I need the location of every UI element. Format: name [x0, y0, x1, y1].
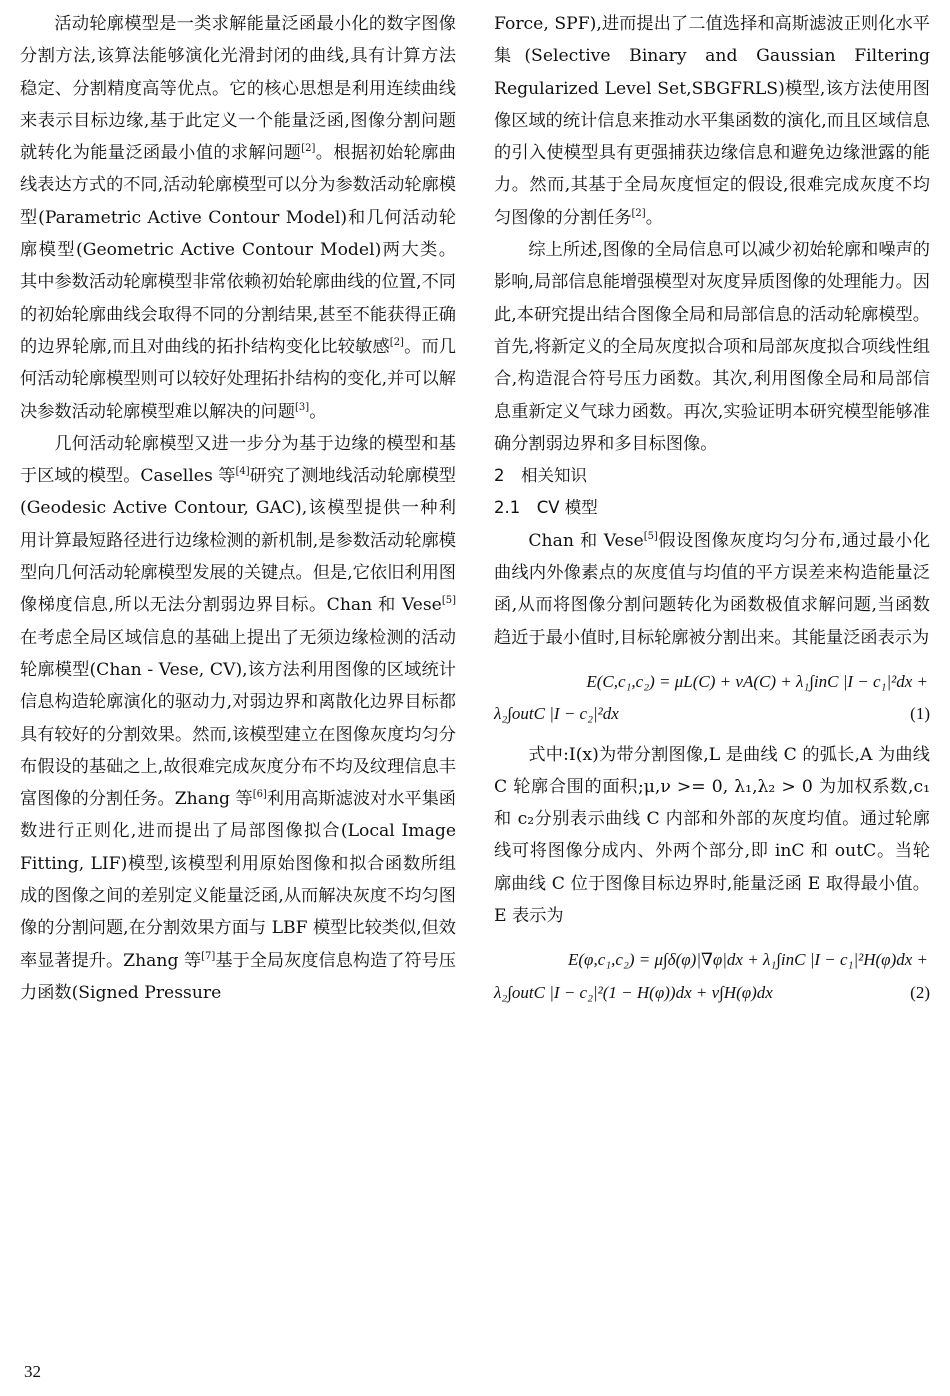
text-run: 活动轮廓模型是一类求解能量泛函最小化的数字图像分割方法,该算法能够演化光滑封闭的曲线,具有计算方法稳定、分割精度高等优点。它的核心思想是利用连续曲线来表示目标边缘,基于此定义一个能量泛函,图像分割问题就转化为能量泛函最小值的求解问题 — [20, 14, 456, 164]
paragraph-equation-explanation: 式中:I(x)为带分割图像,L 是曲线 C 的弧长,A 为曲线 C 轮廓合围的面积;μ,ν >= 0, λ₁,λ₂ > 0 为加权系数,c₁和 c₂分别表示曲线 C 内部和外部的灰度均值。通过轮廓线可将图像分成内、外两个部分,即 inC 和 outC。当轮廓曲线 C 位于图像目标边界时,能量泛函 E 取得最小值。E 表示为 — [494, 744, 930, 927]
equation-text: E(φ,c₁,c₂) = μ∫δ(φ)|∇φ|dx + λ₁∫inC |I − c₁|²H(φ)dx + — [568, 950, 928, 970]
citation-ref: [2] — [631, 207, 646, 219]
equation-number: (1) — [910, 704, 930, 724]
text-run: 。根据初始轮廓曲线表达方式的不同,活动轮廓模型可以分为参数活动轮廓模型(Parametric Active Contour Model)和几何活动轮廓模型(Geometric Active Contour Model)两大类。其中参数活动轮廓模型非常依赖初始轮廓曲线的位置,不同的初始轮廓曲线会取得不同的分割结果,甚至不能获得正确的边界轮廓,而且对曲线的拓扑结构变化比较敏感 — [20, 143, 456, 357]
text-run: Chan 和 Vese — [528, 530, 644, 551]
equation-text: λ₂∫outC |I − c₂|²(1 − H(φ))dx + ν∫H(φ)dx — [494, 982, 773, 1002]
citation-ref: [5] — [441, 595, 456, 607]
equation-1 — [494, 654, 930, 739]
citation-ref: [2] — [389, 336, 404, 348]
paragraph-sbgfrls — [494, 8, 930, 234]
section-heading: 2 相关知识 — [494, 466, 587, 486]
equation-number: (2) — [910, 982, 930, 1002]
text-run: Force, SPF),进而提出了二值选择和高斯滤波正则化水平集(Selective Binary and Gaussian Filtering Regularized Level Set,SBGFRLS)模型,该方法使用图像区域的统计信息来推动水平集函数的演化,而且区域信息的引入使模型具有更强捕获边缘信息和避免边缘泄露的能力。然而,其基于全局灰度恒定的假设,很难完成灰度不均匀图像的分割任务 — [494, 14, 930, 228]
equation-1-line-2 — [494, 698, 930, 730]
text-run: 。而几何活动轮廓模型则可以较好处理拓扑结构的变化,并可以解决参数活动轮廓模型难以解决的问题 — [20, 336, 456, 422]
paragraph-geometric-models — [20, 428, 456, 1009]
page-number: 32 — [24, 1362, 41, 1381]
equation-1-line-1 — [494, 666, 930, 698]
citation-ref: [7] — [201, 950, 216, 962]
equation-2 — [494, 932, 930, 1017]
text-run: 假设图像灰度均匀分布,通过最小化曲线内外像素点的灰度值与均值的平方误差来构造能量泛函,从而将图像分割问题转化为函数极值求解问题,当函数趋近于最小值时,目标轮廓被分割出来。其能量泛函表示为 — [494, 530, 930, 648]
text-run: 在考虑全局区域信息的基础上提出了无须边缘检测的活动轮廓模型(Chan - Vese, CV),该方法利用图像的区域统计信息构造轮廓演化的驱动力,对弱边界和离散化边界目标都具有较好的分割效果。然而,该模型建立在图像灰度均匀分布假设的基础之上,故很难完成灰度分布不均及纹理信息丰富图像的分割任务。Zhang 等 — [20, 627, 456, 810]
text-run: 。 — [645, 207, 663, 228]
text-run: 研究了测地线活动轮廓模型(Geodesic Active Contour, GAC),该模型提供一种利用计算最短路径进行边缘检测的新机制,是参数活动轮廓模型向几何活动轮廓模型发展的关键点。但是,它依旧利用图像梯度信息,所以无法分割弱边界目标。Chan 和 Vese — [20, 466, 456, 616]
citation-ref: [6] — [252, 789, 267, 801]
paragraph-summary: 综上所述,图像的全局信息可以减少初始轮廓和噪声的影响,局部信息能增强模型对灰度异质图像的处理能力。因此,本研究提出结合图像全局和局部信息的活动轮廓模型。首先,将新定义的全局灰度拟合项和局部灰度拟合项线性组合,构造混合符号压力函数。其次,利用图像全局和局部信息重新定义气球力函数。再次,实验证明本研究模型能够准确分割弱边界和多目标图像。 — [494, 240, 930, 454]
text-run: 利用高斯滤波对水平集函数进行正则化,进而提出了局部图像拟合(Local Image Fitting, LIF)模型,该模型利用原始图像和拟合函数所组成的图像之间的差别定义能量泛函,从而解决灰度不均匀图像的分割问题,在分割效果方面与 LBF 模型比较类似,但效率显著提升。Zhang 等 — [20, 789, 456, 971]
left-column — [20, 8, 456, 1009]
paragraph-intro — [20, 8, 456, 428]
equation-2-line-2 — [494, 977, 930, 1009]
text-run: 基于全局灰度信息构造了符号压力函数(Signed Pressure — [20, 950, 456, 1003]
citation-ref: [4] — [235, 466, 250, 478]
text-run: 几何活动轮廓模型又进一步分为基于边缘的模型和基于区域的模型。Caselles 等 — [20, 433, 456, 487]
right-column — [494, 8, 930, 1017]
text-run: 。 — [309, 401, 327, 422]
equation-2-line-1 — [494, 944, 930, 976]
citation-ref: [2] — [301, 143, 316, 155]
subsection-heading: 2.1 CV 模型 — [494, 498, 598, 518]
equation-text: E(C,c₁,c₂) = μL(C) + νA(C) + λ₁∫inC |I − c₁|²dx + — [586, 671, 928, 691]
equation-text: λ₂∫outC |I − c₂|²dx — [494, 704, 619, 724]
citation-ref: [3] — [295, 401, 310, 413]
citation-ref: [5] — [643, 530, 658, 542]
paragraph-cv-model — [494, 525, 930, 654]
